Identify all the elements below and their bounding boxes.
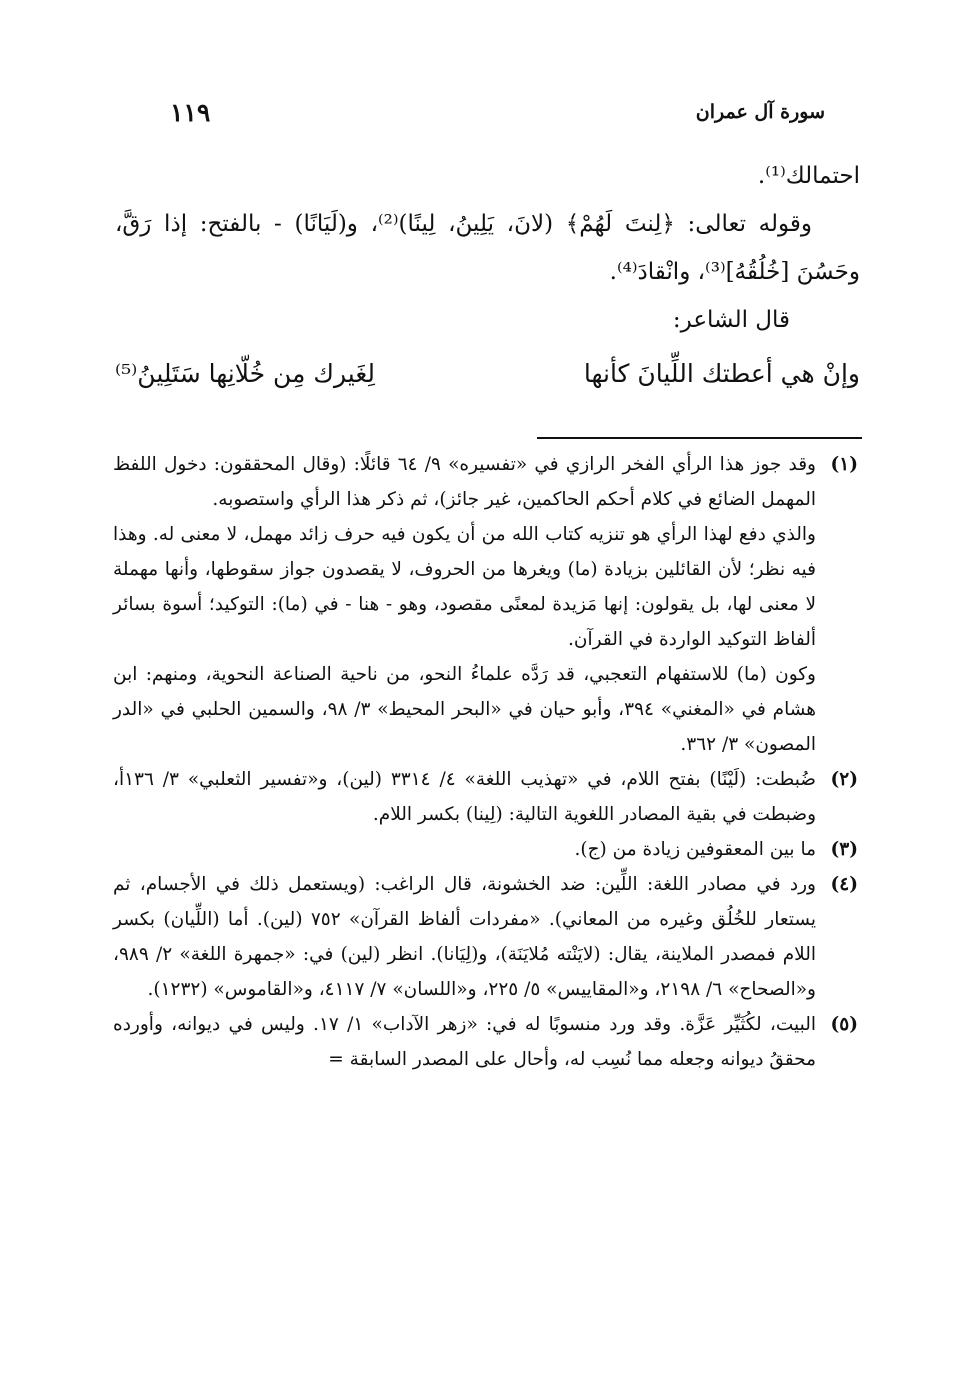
footnote-number: (٣) xyxy=(830,839,858,860)
footnote-paragraph: ضُبطت: (لَيْنًا) بفتح اللام، في «تهذيب اللغة» ٤/ ٣٣١٤ (لين)، و«تفسير الثعلبي» ٣/ ١٣٦أ، وضبطت في بقية المصادر اللغوية التالية: (لِينا) بكسر اللام. xyxy=(113,769,816,825)
poet-label: قال الشاعر: xyxy=(672,307,790,333)
footnote-paragraph: البيت، لكُثَيِّر عَزَّة. وقد ورد منسوبًا له في: «زهر الآداب» ١/ ١٧. وليس في ديوانه، وأورده محققُ ديوانه وجعله مما نُسِب له، وأحال على المصدر السابقة = xyxy=(113,1014,816,1070)
footnote-number: (٢) xyxy=(830,769,858,790)
main-line-1: احتمالك⁽¹⁾. xyxy=(757,163,860,189)
footnote-2 xyxy=(113,762,858,832)
footnote-5 xyxy=(113,1007,858,1077)
main-paragraph: وقوله تعالى: ﴿لِنتَ لَهُمْ﴾ (لانَ، يَلِينُ، لِينًا)⁽²⁾، و(لَيَانًا) - بالفتح: إذا رَقَّ، وحَسُنَ [خُلُقُهُ]⁽³⁾، وانْقادَ⁽⁴⁾. xyxy=(115,211,860,285)
footnote-body xyxy=(113,1007,816,1077)
footnote-separator xyxy=(537,437,862,439)
footnote-paragraph: ورد في مصادر اللغة: اللِّين: ضد الخشونة، قال الراغب: (ويستعمل ذلك في الأجسام، ثم يستعار للخُلُق وغيره من المعاني). «مفردات ألفاظ القرآن» ٧٥٢ (لين). أما (اللِّيان) بكسر اللام فمصدر الملاينة، يقال: (لايَنْته مُلايَنَة)، و(لِيَانا). انظر (لين) في: «جمهرة اللغة» ٢/ ٩٨٩، و«الصحاح» ٦/ ٢١٩٨، و«المقاييس» ٥/ ٢٢٥، و«اللسان» ٧/ ٤١١٧، و«القاموس» (١٢٣٢). xyxy=(113,874,817,1000)
footnote-1 xyxy=(113,447,858,762)
footnote-paragraph: وكون (ما) للاستفهام التعجبي، قد رَدَّه علماءُ النحو، من ناحية الصناعة النحوية، ومنهم: ابن هشام في «المغني» ٣٩٤، وأبو حيان في «البحر المحيط» ٣/ ٩٨، والسمين الحلبي في «الدر المصون» ٣/ ٣٦٢. xyxy=(113,664,816,755)
footnote-number: (٤) xyxy=(830,874,858,895)
footnote-paragraph: والذي دفع لهذا الرأي هو تنزيه كتاب الله من أن يكون فيه حرف زائد مهمل، لا معنى له. وهذا فيه نظر؛ لأن القائلين بزيادة (ما) ويغرها من الحروف، لا يقصدون جواز سقوطها، وأنها مهملة لا معنى لها، بل يقولون: إنها مَزيدة لمعنًى مقصود، وهو - هنا - في (ما): التوكيد؛ أسوة بسائر ألفاظ التوكيد الواردة في القرآن. xyxy=(113,524,816,650)
footnote-number: (٥) xyxy=(830,1014,858,1035)
footnote-body xyxy=(113,832,816,867)
footnotes xyxy=(113,447,858,1077)
verse-second-hemistich: لِغَيرك مِن خُلّانِها سَتَلِينُ⁽⁵⁾ xyxy=(115,359,376,388)
page-header xyxy=(170,92,825,132)
footnote-paragraph: ما بين المعقوفين زيادة من (ج). xyxy=(574,839,816,860)
main-text xyxy=(115,152,860,402)
footnote-4 xyxy=(113,867,858,1007)
page-number: ١١٩ xyxy=(170,97,211,127)
running-title: سورة آل عمران xyxy=(695,101,825,123)
footnote-body xyxy=(113,447,816,762)
footnote-paragraph: وقد جوز هذا الرأي الفخر الرازي في «تفسيره» ٩/ ٦٤ قائلًا: (وقال المحققون: دخول اللفظ المهمل الضائع في كلام أحكم الحاكمين، غير جائز)، ثم ذكر هذا الرأي واستصوبه. xyxy=(113,454,816,510)
footnote-body xyxy=(113,762,816,832)
verse-first-hemistich: وإنْ هي أعطتك اللِّيانَ كأنها xyxy=(583,359,860,388)
poetry-verse xyxy=(115,346,860,402)
footnote-3 xyxy=(113,832,858,867)
footnote-number: (١) xyxy=(830,454,858,475)
footnote-body xyxy=(113,867,816,1007)
